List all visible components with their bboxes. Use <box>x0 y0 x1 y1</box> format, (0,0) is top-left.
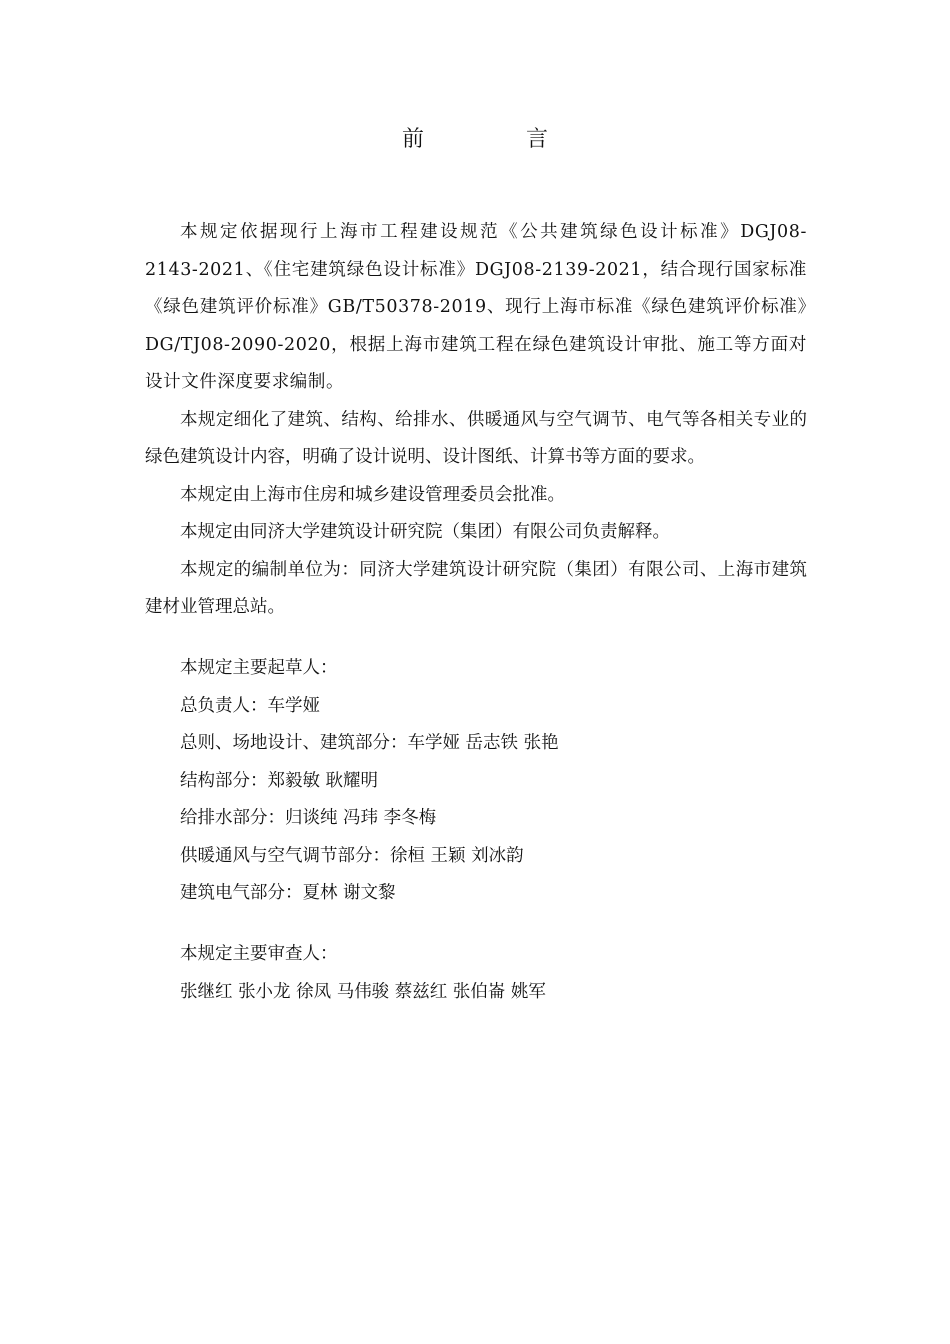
drafters-section <box>145 650 807 913</box>
drafter-line: 供暖通风与空气调节部分：徐桓 王颖 刘冰韵 <box>180 845 524 866</box>
reviewers-heading: 本规定主要审查人： <box>180 944 338 964</box>
page-title: 前 言 <box>401 127 588 152</box>
paragraph-approval: 本规定由上海市住房和城乡建设管理委员会批准。 <box>180 484 565 505</box>
paragraph-basis: 本规定依据现行上海市工程建设规范《公共建筑绿色设计标准》DGJ08-2143-2021、《住宅建筑绿色设计标准》DGJ08-2139-2021，结合现行国家标准《绿色建筑评价标准》GB/T50378-2019、现行上海市标准《绿色建筑评价标准》DG/TJ08-2090-2020，根据上海市建筑工程在绿色建筑设计审批、施工等方面对设计文件深度要求编制。 <box>145 222 807 392</box>
drafters-heading: 本规定主要起草人： <box>180 658 338 678</box>
drafter-line: 结构部分：郑毅敏 耿耀明 <box>180 770 379 791</box>
paragraph-scope: 本规定细化了建筑、结构、给排水、供暖通风与空气调节、电气等各相关专业的绿色建筑设计内容，明确了设计说明、设计图纸、计算书等方面的要求。 <box>145 409 807 467</box>
drafter-line: 总负责人：车学娅 <box>180 695 320 716</box>
drafter-line: 总则、场地设计、建筑部分：车学娅 岳志铁 张艳 <box>180 733 559 753</box>
preface-body <box>145 214 807 627</box>
reviewers-names: 张继红 张小龙 徐凤 马伟骏 蔡兹红 张伯崙 姚军 <box>180 981 546 1002</box>
drafter-line: 建筑电气部分：夏林 谢文黎 <box>180 883 396 903</box>
paragraph-interpretation: 本规定由同济大学建筑设计研究院（集团）有限公司负责解释。 <box>180 522 670 542</box>
paragraph-compilers: 本规定的编制单位为：同济大学建筑设计研究院（集团）有限公司、上海市建筑建材业管理总站。 <box>145 559 807 617</box>
reviewers-section <box>145 936 807 1011</box>
drafter-line: 给排水部分：归谈纯 冯玮 李冬梅 <box>180 808 437 828</box>
